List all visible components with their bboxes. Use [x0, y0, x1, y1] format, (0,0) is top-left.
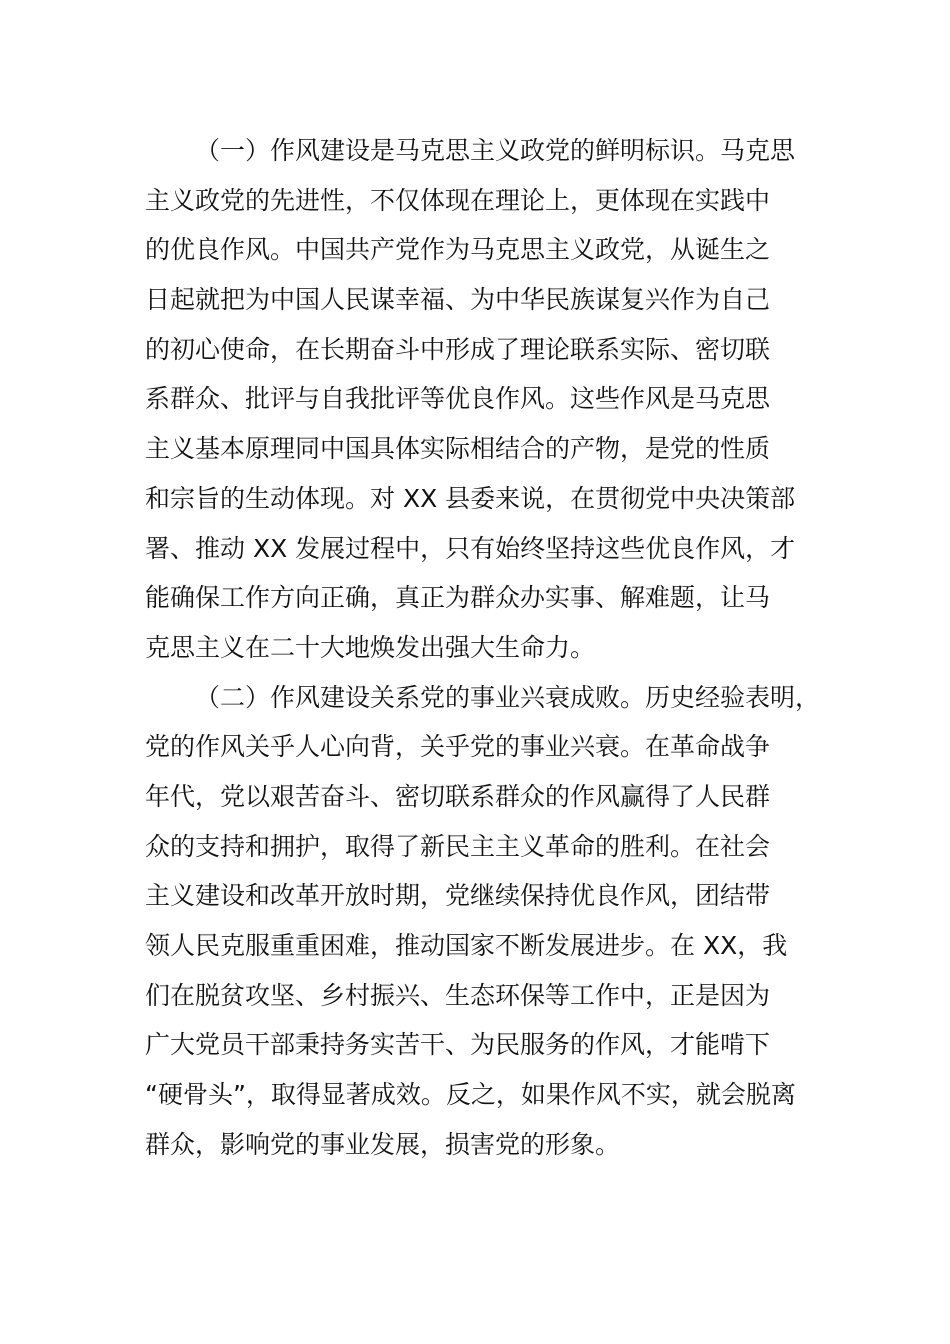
paragraph-line: 主义基本原理同中国具体实际相结合的产物，是党的性质: [145, 434, 771, 464]
paragraph-work-style-marker: [145, 126, 845, 673]
paragraph-line: “硬骨头”，取得显著成效。反之，如果作风不实，就会脱离: [145, 1080, 796, 1110]
document-body: [145, 126, 845, 1169]
paragraph-line: 众的支持和拥护，取得了新民主主义革命的胜利。在社会: [145, 831, 771, 861]
paragraph-line: 和宗旨的生动体现。对 XX 县委来说，在贯彻党中央决策部: [145, 483, 796, 513]
paragraph-line: 党的作风关乎人心向背，关乎党的事业兴衰。在革命战争: [145, 732, 771, 762]
paragraph-line: 群众，影响党的事业发展，损害党的形象。: [145, 1129, 621, 1159]
paragraph-line: 能确保工作方向正确，真正为群众办实事、解难题，让马: [145, 583, 771, 613]
paragraph-line: 领人民克服重重困难，推动国家不断发展进步。在 XX，我: [145, 931, 788, 960]
paragraph-line: 主义建设和改革开放时期，党继续保持优良作风，团结带: [145, 881, 771, 911]
paragraph-party-cause: [145, 673, 845, 1170]
paragraph-line: 的初心使命，在长期奋斗中形成了理论联系实际、密切联: [145, 334, 771, 364]
paragraph-line: 的优良作风。中国共产党作为马克思主义政党，从诞生之: [145, 235, 771, 265]
paragraph-line: （一）作风建设是马克思主义政党的鲜明标识。马克思: [195, 136, 796, 165]
paragraph-line: 广大党员干部秉持务实苦干、为民服务的作风，才能啃下: [145, 1030, 771, 1060]
paragraph-line: 署、推动 XX 发展过程中，只有始终坚持这些优良作风，才: [145, 533, 796, 563]
paragraph-line: （二）作风建设关系党的事业兴衰成败。历史经验表明，: [195, 682, 821, 712]
paragraph-line: 主义政党的先进性，不仅体现在理论上，更体现在实践中: [145, 185, 771, 215]
paragraph-line: 系群众、批评与自我批评等优良作风。这些作风是马克思: [145, 384, 771, 414]
paragraph-line: 年代，党以艰苦奋斗、密切联系群众的作风赢得了人民群: [145, 781, 771, 811]
paragraph-line: 们在脱贫攻坚、乡村振兴、生态环保等工作中，正是因为: [145, 980, 771, 1010]
paragraph-line: 克思主义在二十大地焕发出强大生命力。: [145, 632, 596, 662]
paragraph-line: 日起就把为中国人民谋幸福、为中华民族谋复兴作为自己: [145, 285, 771, 315]
